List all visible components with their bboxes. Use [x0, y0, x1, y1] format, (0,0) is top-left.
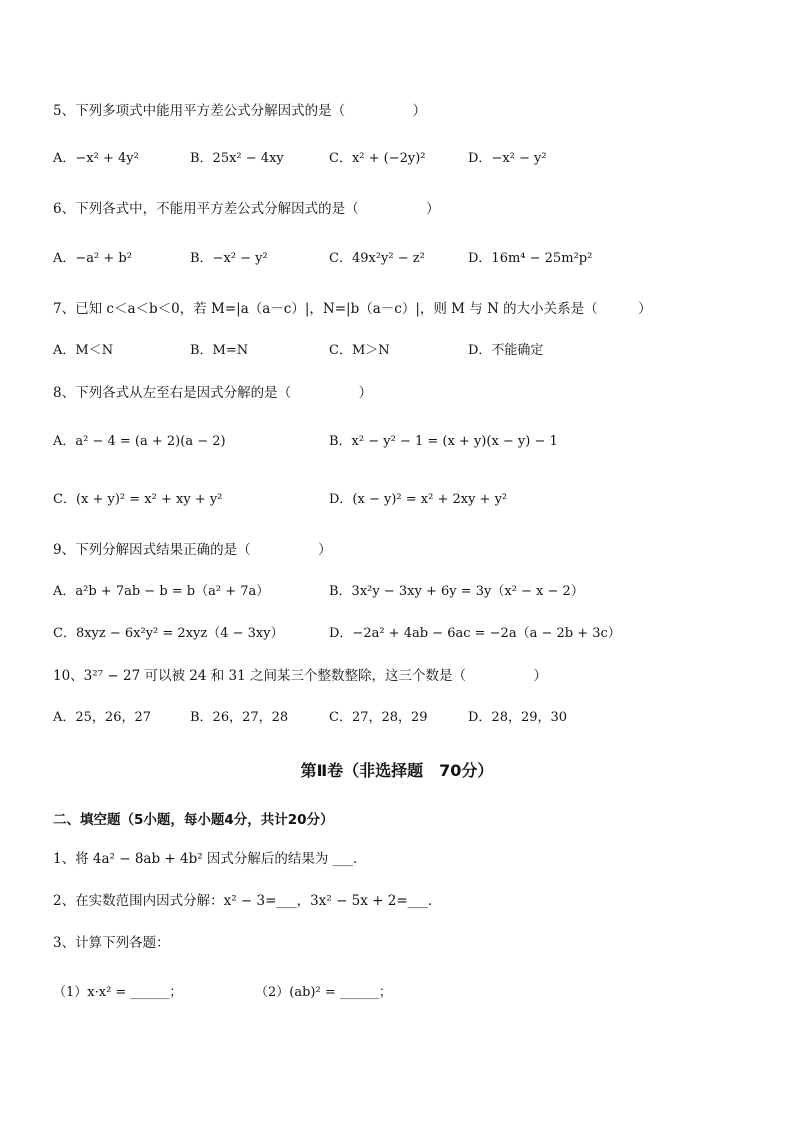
fill3-question: 3、计算下列各题： [53, 935, 170, 951]
q10-option-b[interactable]: B．26，27，28 [190, 710, 289, 725]
q5-option-a[interactable]: A．−x² + 4y² [53, 151, 139, 166]
q7-option-a[interactable]: A．M＜N [53, 343, 114, 358]
q10-option-d[interactable]: D．28，29，30 [468, 710, 568, 725]
fill3-part2: （2）(ab)² = ______； [255, 985, 392, 1000]
q7-option-d[interactable]: D．不能确定 [468, 343, 544, 358]
q6-option-a[interactable]: A．−a² + b² [53, 251, 132, 266]
q6-option-b[interactable]: B．−x² − y² [190, 251, 268, 266]
q9-option-b[interactable]: B．3x²y − 3xy + 6y = 3y（x² − x − 2） [329, 584, 584, 599]
q10-stem: 10、3²⁷ − 27 可以被 24 和 31 之间某三个整数整除，这三个数是（ ） [53, 668, 547, 684]
q5-option-c[interactable]: C．x² + (−2y)² [329, 151, 426, 166]
section2-title: 二、填空题（5小题，每小题4分，共计20分） [53, 812, 334, 828]
fill3-part1: （1）x·x² = ______； [53, 985, 183, 1000]
part2-title: 第Ⅱ卷（非选择题 70分） [300, 761, 494, 780]
q7-option-b[interactable]: B．M=N [190, 343, 249, 358]
q5-option-b[interactable]: B．25x² − 4xy [190, 151, 284, 166]
q5-stem: 5、下列多项式中能用平方差公式分解因式的是（ ） [53, 103, 427, 119]
q8-stem: 8、下列各式从左至右是因式分解的是（ ） [53, 385, 373, 401]
q6-option-d[interactable]: D．16m⁴ − 25m²p² [468, 251, 593, 266]
q9-option-a[interactable]: A．a²b + 7ab − b = b（a² + 7a） [53, 584, 270, 599]
fill2-question: 2、在实数范围内因式分解：x² − 3=___，3x² − 5x + 2=___． [53, 893, 442, 909]
q8-option-b[interactable]: B．x² − y² − 1 = (x + y)(x − y) − 1 [329, 434, 558, 449]
q8-option-c[interactable]: C．(x + y)² = x² + xy + y² [53, 492, 223, 507]
q6-option-c[interactable]: C．49x²y² − z² [329, 251, 425, 266]
q5-option-d[interactable]: D．−x² − y² [468, 151, 547, 166]
q8-option-a[interactable]: A．a² − 4 = (a + 2)(a − 2) [53, 434, 226, 449]
q9-stem: 9、下列分解因式结果正确的是（ ） [53, 542, 332, 558]
q6-stem: 6、下列各式中，不能用平方差公式分解因式的是（ ） [53, 201, 440, 217]
q10-option-a[interactable]: A．25，26，27 [53, 710, 152, 725]
fill1-question: 1、将 4a² − 8ab + 4b² 因式分解后的结果为 ___． [53, 851, 367, 867]
q7-option-c[interactable]: C．M＞N [329, 343, 390, 358]
q9-option-d[interactable]: D．−2a² + 4ab − 6ac = −2a（a − 2b + 3c） [329, 626, 621, 641]
q7-stem: 7、已知 c＜a＜b＜0，若 M=|a（a－c）|，N=|b（a－c）|，则 M 与 N 的大小关系是（ ） [53, 301, 652, 317]
q8-option-d[interactable]: D．(x − y)² = x² + 2xy + y² [329, 492, 508, 507]
q9-option-c[interactable]: C．8xyz − 6x²y² = 2xyz（4 − 3xy） [53, 626, 284, 641]
q10-option-c[interactable]: C．27，28，29 [329, 710, 428, 725]
